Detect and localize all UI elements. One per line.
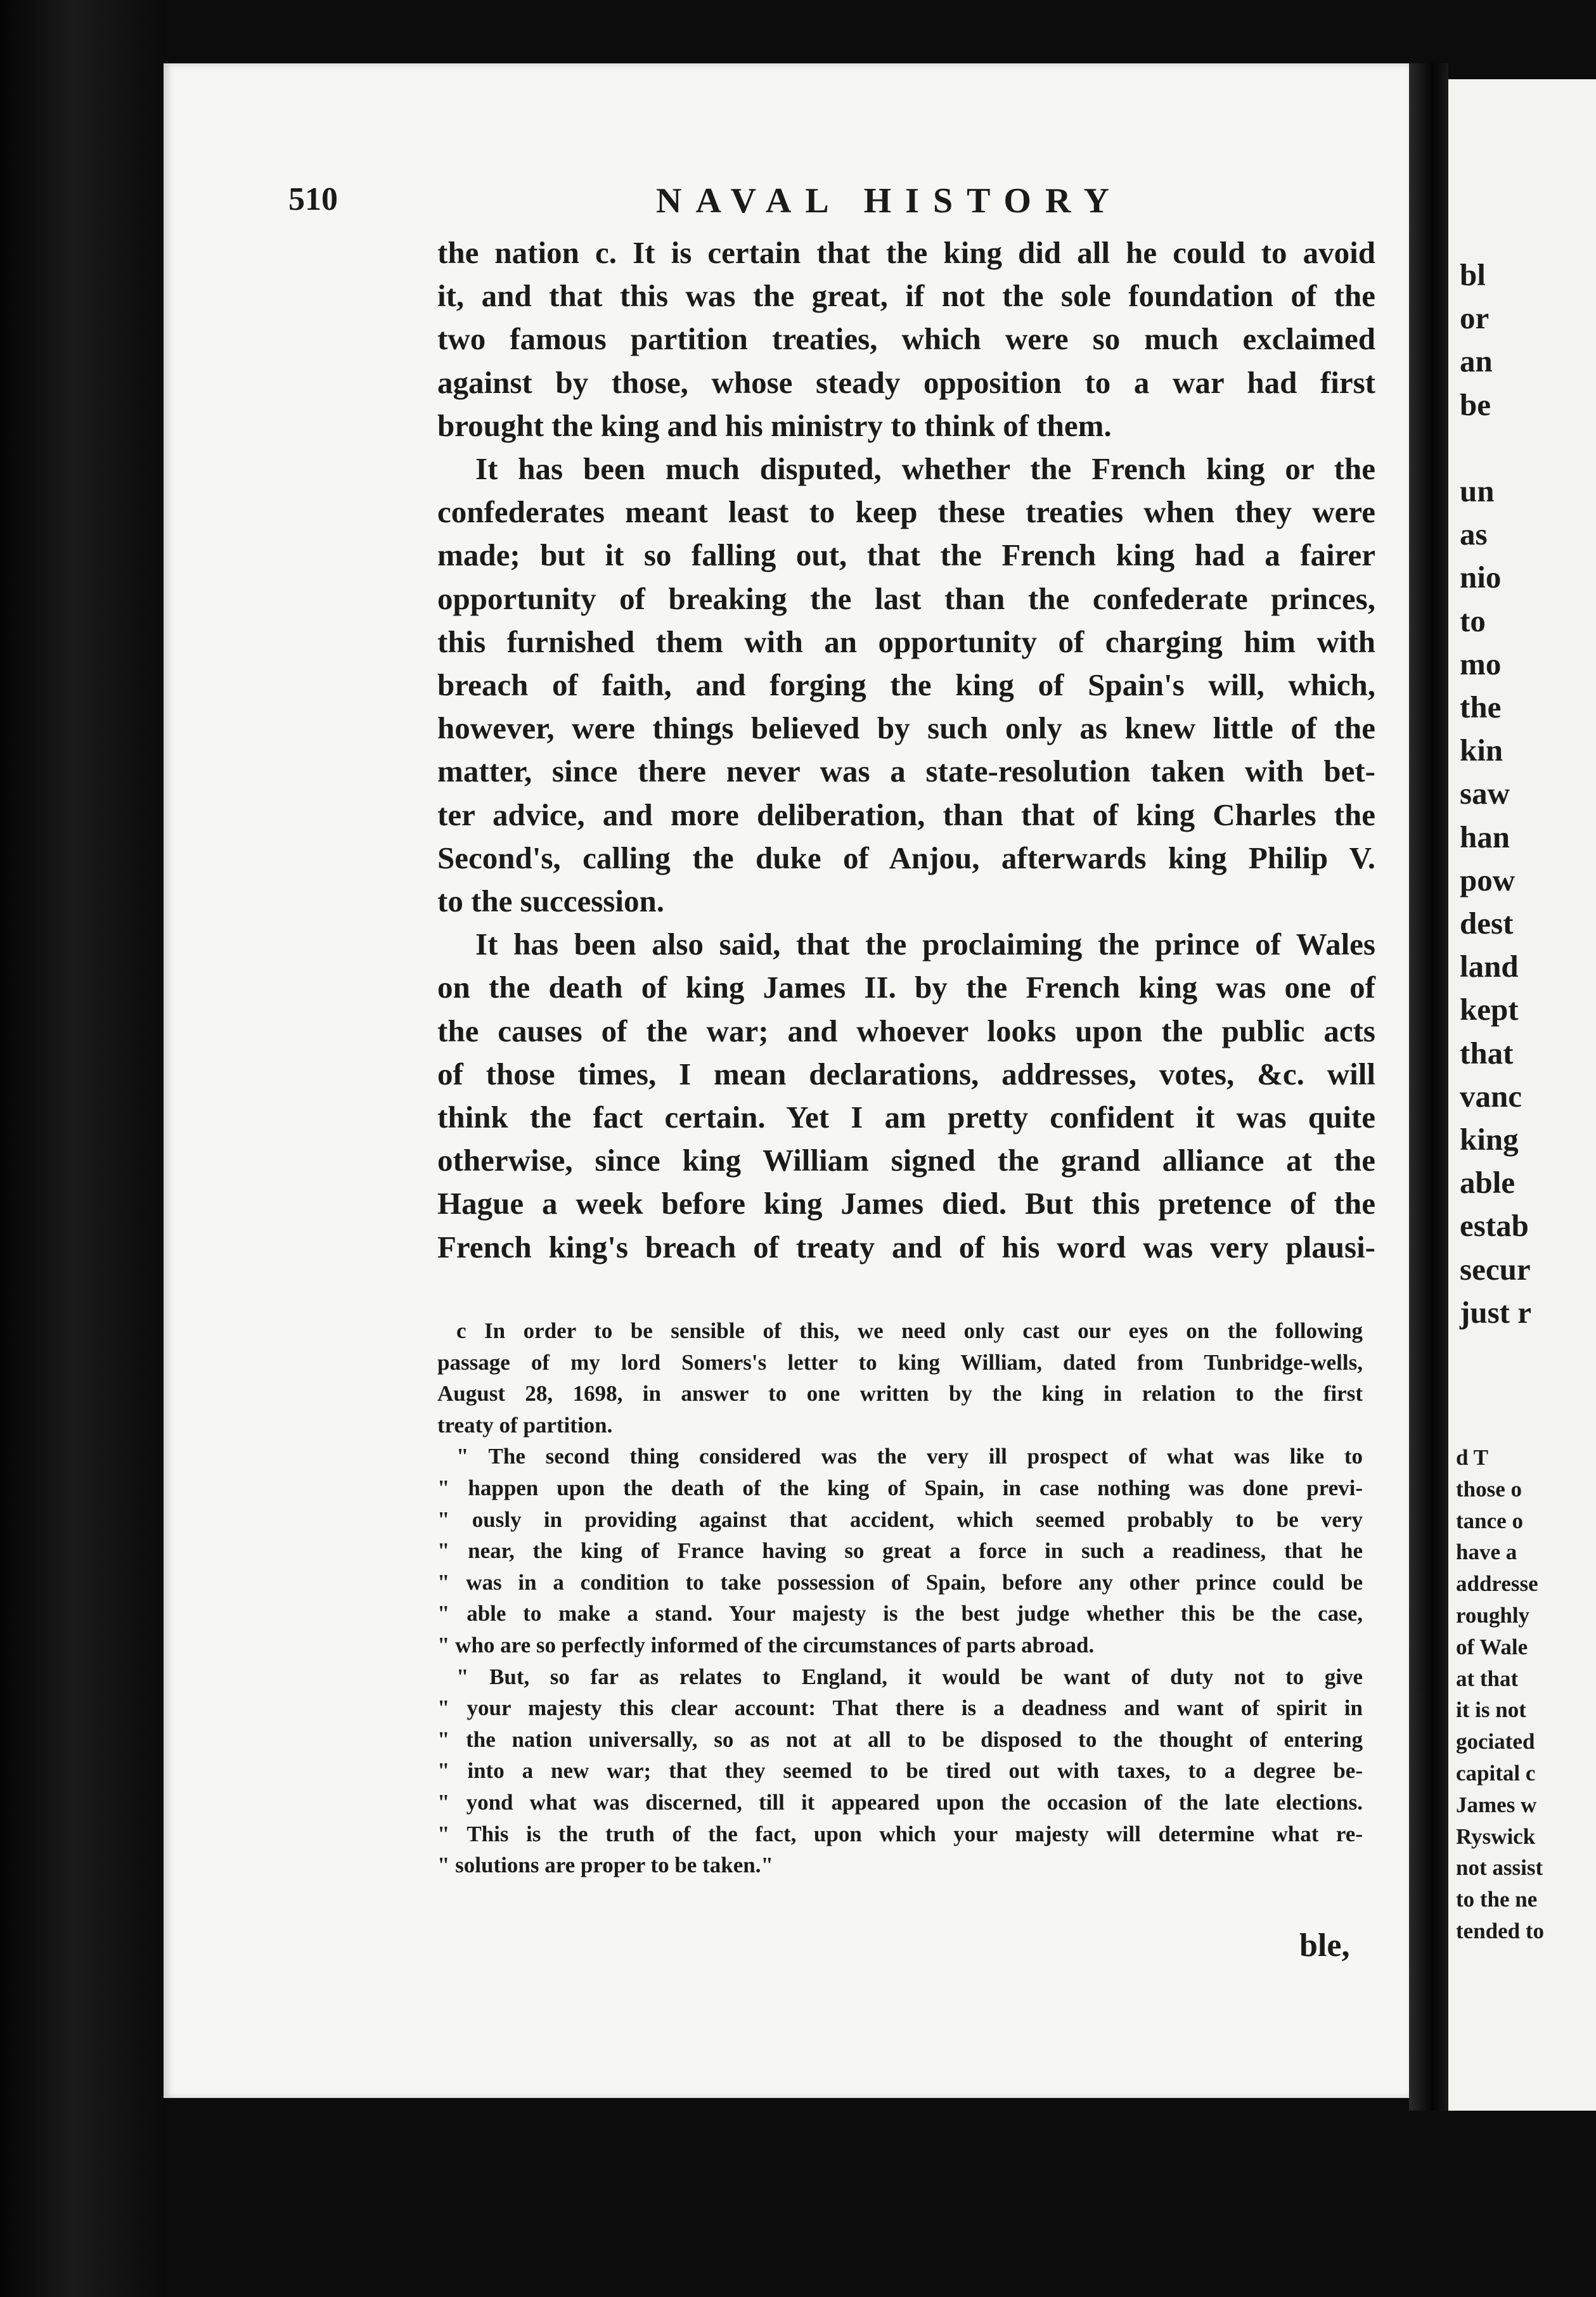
footnote-line: " happen upon the death of the king of Spain, in case nothing was done previ- xyxy=(437,1475,1363,1500)
text-line: It has been much disputed, whether the French king or the xyxy=(475,451,1375,487)
text-fragment: dest xyxy=(1460,906,1514,941)
text-fragment: as xyxy=(1460,517,1488,552)
text-fragment: mo xyxy=(1460,646,1502,681)
footnote-line: " But, so far as relates to England, it would be want of duty not to give xyxy=(456,1664,1363,1689)
text-fragment: kept xyxy=(1460,992,1519,1027)
text-fragment: that xyxy=(1460,1035,1514,1071)
footnote-fragment: tance o xyxy=(1456,1508,1523,1533)
footnote-fragment: roughly xyxy=(1456,1602,1530,1628)
right-page-text-fragments xyxy=(1448,254,1596,1334)
footnote-line: " was in a condition to take possession of Spain, before any other prince could be xyxy=(437,1569,1363,1595)
text-fragment xyxy=(1448,427,1596,470)
text-line: opportunity of breaking the last than the confederate princes, xyxy=(437,581,1375,616)
footnote-fragment: it is not xyxy=(1456,1697,1526,1723)
text-line: however, were things believed by such only as knew little of the xyxy=(437,711,1375,746)
text-fragment: king xyxy=(1460,1122,1519,1157)
text-line: matter, since there never was a state-resolution taken with bet- xyxy=(437,754,1375,789)
text-line: brought the king and his ministry to think of them. xyxy=(437,408,1112,443)
footnote-fragment: d T xyxy=(1456,1445,1488,1470)
footnote-line: " the nation universally, so as not at all to be disposed to the thought of entering xyxy=(437,1727,1363,1752)
footnote-fragment: those o xyxy=(1456,1476,1522,1502)
running-head xyxy=(288,181,1226,225)
text-fragment: just r xyxy=(1460,1294,1531,1330)
book-binding-edge xyxy=(0,0,165,2297)
text-line: otherwise, since king William signed the grand alliance at the xyxy=(437,1143,1375,1178)
text-line: confederates meant least to keep these treaties when they were xyxy=(437,494,1375,530)
footnote-fragment: of Wale xyxy=(1456,1634,1528,1659)
footnote-fragment: addresse xyxy=(1456,1571,1538,1597)
text-line: the causes of the war; and whoever looks upon the public acts xyxy=(437,1013,1375,1048)
right-page-footnote-fragments xyxy=(1448,1442,1596,1947)
footnote-fragment: gociated xyxy=(1456,1729,1535,1754)
catchword: ble, xyxy=(1299,1927,1350,1964)
text-fragment: saw xyxy=(1460,776,1510,811)
footnote-fragment: capital c xyxy=(1456,1760,1536,1785)
text-fragment: un xyxy=(1460,473,1495,509)
running-head-title: NAVAL HISTORY xyxy=(656,181,1123,221)
page-number: 510 xyxy=(288,181,338,217)
text-fragment: land xyxy=(1460,949,1519,984)
footnote-line: August 28, 1698, in answer to one written by the king in relation to the first xyxy=(437,1381,1363,1406)
text-fragment: an xyxy=(1460,344,1493,379)
text-line: two famous partition treaties, which were so much exclaimed xyxy=(437,321,1375,357)
footnote-line: " your majesty this clear account: That there is a deadness and want of spirit in xyxy=(437,1695,1363,1721)
text-fragment: nio xyxy=(1460,560,1502,595)
text-fragment: pow xyxy=(1460,862,1516,898)
footnote-line: treaty of partition. xyxy=(437,1412,613,1438)
text-line: it, and that this was the great, if not the sole foundation of the xyxy=(437,278,1375,314)
footnote-fragment: have a xyxy=(1456,1540,1517,1565)
footnote-block xyxy=(437,1315,1363,1881)
text-line: Hague a week before king James died. But this pretence of the xyxy=(437,1186,1375,1221)
footnote-line: " into a new war; that they seemed to be tired out with taxes, to a degree be- xyxy=(437,1758,1363,1784)
text-fragment: estab xyxy=(1460,1208,1529,1244)
text-fragment: kin xyxy=(1460,733,1503,768)
text-line: breach of faith, and forging the king of Spain's will, which, xyxy=(437,667,1375,703)
footnote-line: " This is the truth of the fact, upon which your majesty will determine what re- xyxy=(437,1821,1363,1846)
text-line: It has been also said, that the proclaiming the prince of Wales xyxy=(475,927,1375,962)
footnote-fragment: not assist xyxy=(1456,1855,1543,1881)
footnote-line: " able to make a stand. Your majesty is the best judge whether this be the case, xyxy=(437,1601,1363,1626)
text-fragment: bl xyxy=(1460,257,1486,292)
text-line: made; but it so falling out, that the French king had a fairer xyxy=(437,537,1375,573)
book-gutter xyxy=(1409,63,1448,2111)
footnote-fragment: James w xyxy=(1456,1792,1537,1817)
text-line: the nation c. It is certain that the king did all he could to avoid xyxy=(437,235,1375,270)
text-fragment: able xyxy=(1460,1165,1516,1200)
text-fragment: han xyxy=(1460,819,1510,854)
text-fragment: secur xyxy=(1460,1251,1531,1287)
text-fragment: be xyxy=(1460,387,1491,422)
footnote-line: " near, the king of France having so great a force in such a readiness, that he xyxy=(437,1538,1363,1564)
text-line: on the death of king James II. by the French king was one of xyxy=(437,970,1375,1005)
text-line: Second's, calling the duke of Anjou, afterwards king Philip V. xyxy=(437,840,1375,875)
text-line: think the fact certain. Yet I am pretty confident it was quite xyxy=(437,1100,1375,1135)
footnote-line: c In order to be sensible of this, we need only cast our eyes on the following xyxy=(456,1318,1363,1343)
footnote-fragment: tended to xyxy=(1456,1918,1545,1943)
footnote-fragment: Ryswick xyxy=(1456,1824,1536,1849)
main-text-block xyxy=(437,231,1375,1269)
footnote-line: " solutions are proper to be taken." xyxy=(437,1853,773,1878)
text-fragment: the xyxy=(1460,690,1502,725)
text-fragment: to xyxy=(1460,603,1486,638)
footnote-line: " ously in providing against that accident, which seemed probably to be very xyxy=(437,1507,1363,1532)
text-fragment: or xyxy=(1460,300,1490,336)
footnote-line: " The second thing considered was the very ill prospect of what was like to xyxy=(456,1444,1363,1469)
text-line: French king's breach of treaty and of his word was very plausi- xyxy=(437,1229,1375,1264)
text-line: against by those, whose steady opposition to a war had first xyxy=(437,364,1375,400)
text-line: ter advice, and more deliberation, than that of king Charles the xyxy=(437,797,1375,832)
footnote-line: " yond what was discerned, till it appeared upon the occasion of the late elections. xyxy=(437,1789,1363,1815)
text-line: to the succession. xyxy=(437,884,664,919)
footnote-fragment: to the ne xyxy=(1456,1887,1538,1912)
footnote-line: " who are so perfectly informed of the circumstances of parts abroad. xyxy=(437,1632,1095,1657)
footnote-line: passage of my lord Somers's letter to king William, dated from Tunbridge-wells, xyxy=(437,1349,1363,1375)
footnote-fragment: at that xyxy=(1456,1666,1519,1691)
text-line: of those times, I mean declarations, addresses, votes, &c. will xyxy=(437,1056,1375,1091)
text-fragment: vanc xyxy=(1460,1078,1522,1114)
text-line: this furnished them with an opportunity of charging him with xyxy=(437,624,1375,659)
